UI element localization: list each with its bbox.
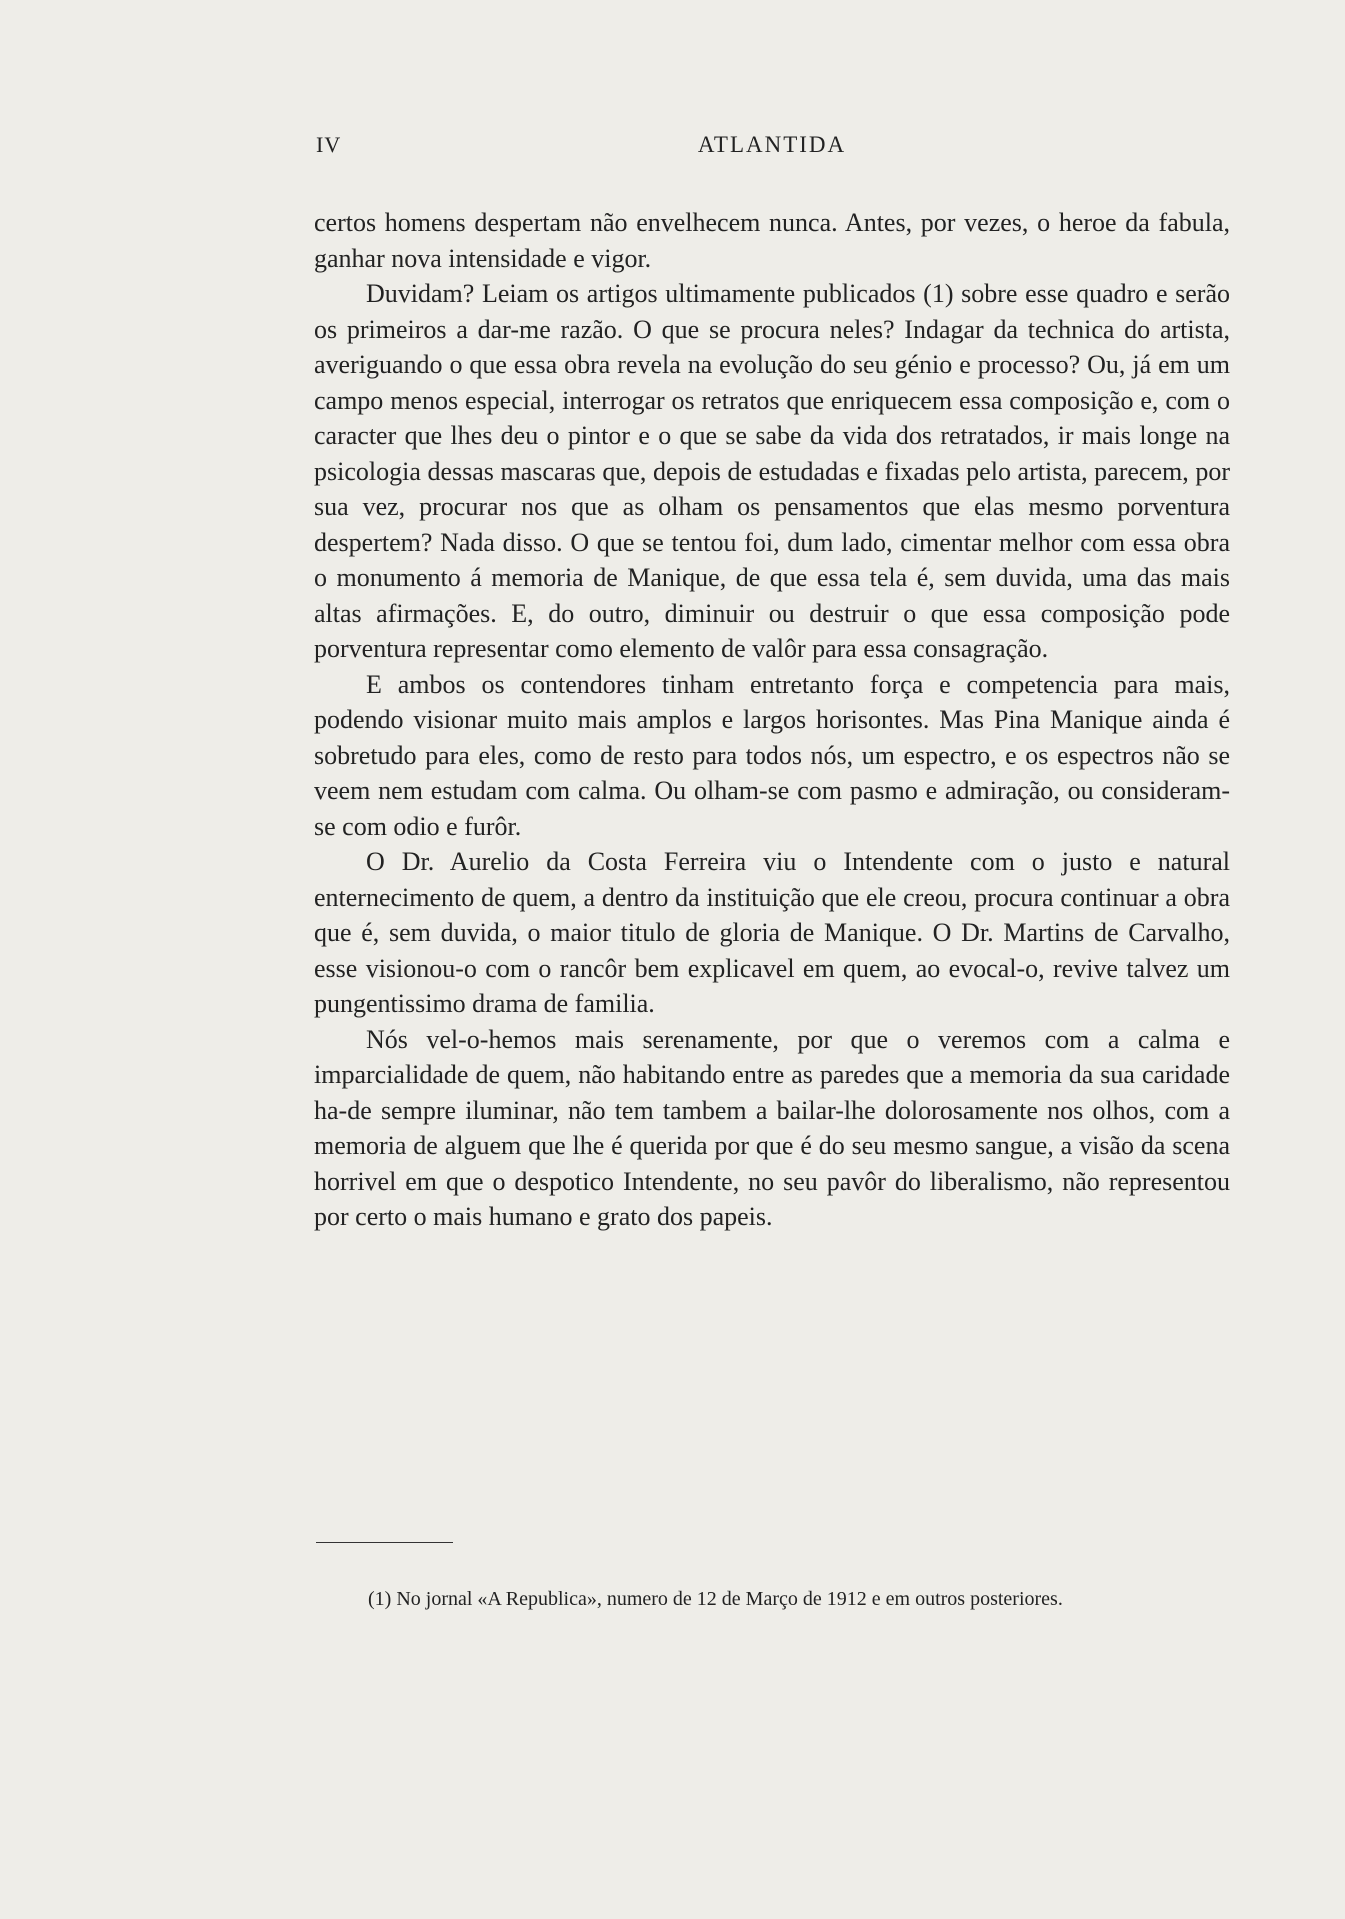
paragraph: Nós vel-o-hemos mais serenamente, por que o veremos com a calma e imparcialidade de quem, não habitando entre as paredes que a memoria da sua caridade ha-de sempre iluminar, não tem tambem a bailar-lhe dolorosamente nos olhos, com a memoria de alguem que lhe é querida por que é do seu mesmo sangue, a visão da scena horrivel em que o despotico Intendente, no seu pavôr do liberalismo, não representou por certo o mais humano e grato dos papeis. — [314, 1024, 1230, 1231]
footnote-divider — [316, 1542, 453, 1543]
paragraph: Duvidam? Leiam os artigos ultimamente publicados (1) sobre esse quadro e serão os primeiros a dar-me razão. O que se procura neles? Indagar da technica do artista, averiguando o que essa obra revela na evolução do seu génio e processo? Ou, já em um campo menos especial, interrogar os retratos que enriquecem essa composição e, com o caracter que lhes deu o pintor e o que se sabe da vida dos retratados, ir mais longe na psicologia dessas mascaras que, depois de estudadas e fixadas pelo artista, parecem, por sua vez, procurar nos que as olham os pensamentos que elas mesmo porventura despertem? Nada disso. O que se tentou foi, dum lado, cimentar melhor com essa obra o monumento á memoria de Manique, de que essa tela é, sem duvida, uma das mais altas afirmações. E, do outro, diminuir ou destruir o que essa composição pode porventura representar como elemento de valôr para essa consagração. — [314, 279, 1230, 663]
paragraph: O Dr. Aurelio da Costa Ferreira viu o Intendente com o justo e natural enternecimento de quem, a dentro da instituição que ele creou, procura continuar a obra que é, sem duvida, o maior titulo de gloria de Manique. O Dr. Martins de Carvalho, esse visionou-o com o rancôr bem explicavel em quem, ao evocal-o, revive talvez um pungentissimo drama de familia. — [314, 847, 1230, 1018]
paragraph: E ambos os contendores tinham entretanto força e competencia para mais, podendo visionar muito mais amplos e largos horisontes. Mas Pina Manique ainda é sobretudo para eles, como de resto para todos nós, um espectro, e os espectros não se veem nem estudam com calma. Ou olham-se com pasmo e admiração, ou consideram-se com odio e furôr. — [314, 669, 1230, 841]
page-number: IV — [316, 132, 342, 157]
running-title: ATLANTIDA — [697, 132, 847, 157]
paragraph: certos homens despertam não envelhecem nunca. Antes, por vezes, o heroe da fabula, ganhar nova intensidade e vigor. — [314, 208, 1230, 273]
body-text — [314, 205, 1230, 1235]
footnote: (1) No jornal «A Republica», numero de 12 de Março de 1912 e em outros posteriores. — [368, 1588, 1063, 1610]
page-header — [316, 132, 1228, 166]
